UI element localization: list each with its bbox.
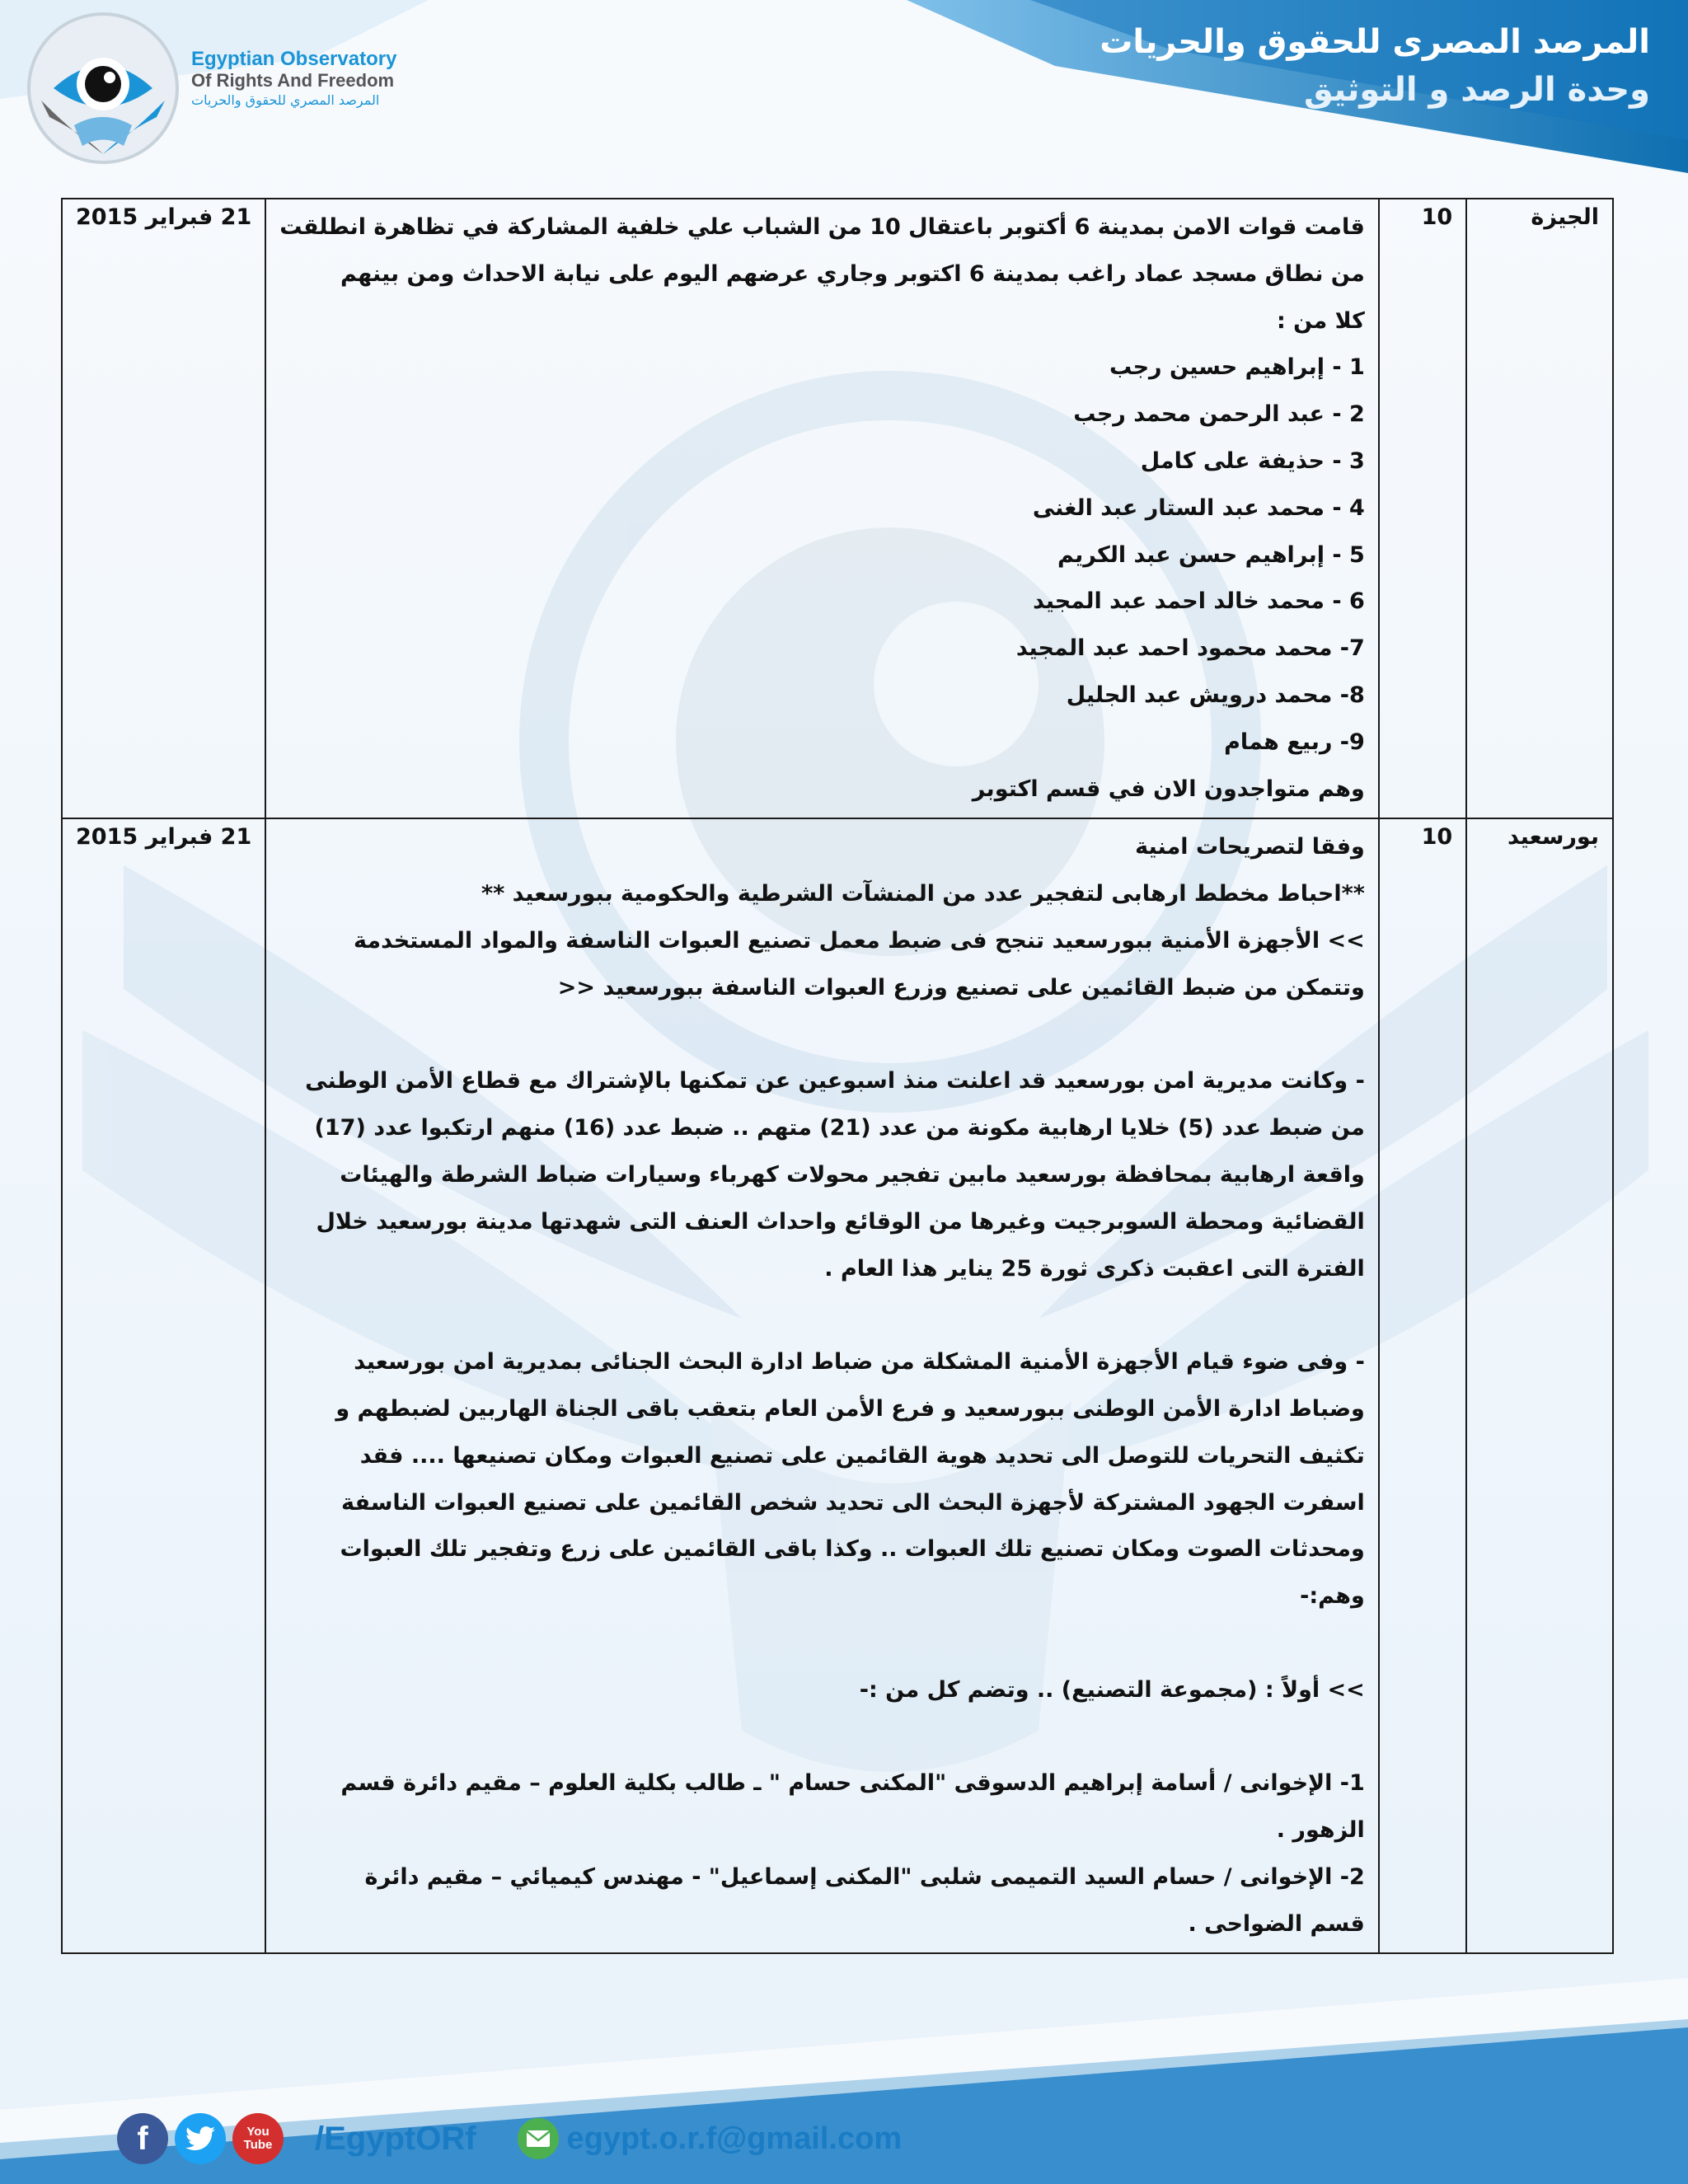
facebook-glyph: f: [137, 2120, 148, 2157]
facebook-icon[interactable]: [117, 2113, 168, 2164]
detail-line: 2 - عبد الرحمن محمد رجب: [1073, 401, 1365, 428]
youtube-label-top: You: [246, 2125, 270, 2139]
detail-line: وهم متواجدون الان في قسم اكتوبر: [972, 776, 1365, 802]
detail-line: اسفرت الجهود المشتركة لأجهزة البحث الى تحديد شخص القائمين على تصنيع العبوات الناسفة: [341, 1489, 1365, 1516]
cell-count: 10: [1379, 199, 1466, 818]
twitter-icon[interactable]: [175, 2113, 226, 2164]
detail-line: >> الأجهزة الأمنية ببورسعيد تنجح فى ضبط معمل تصنيع العبوات الناسفة والمواد المستخدمة: [354, 927, 1365, 954]
cell-governorate: بورسعيد: [1466, 818, 1613, 1953]
footer: [117, 2111, 902, 2166]
cell-date: 21 فبراير 2015: [62, 199, 265, 818]
detail-line: وتتمكن من ضبط القائمين على تصنيع وزرع العبوات الناسفة ببورسعيد <<: [557, 974, 1365, 1001]
detail-line: >> أولاً : (مجموعة التصنيع) .. وتضم كل من :-: [859, 1676, 1365, 1703]
detail-line: 2- الإخوانى / حسام السيد التميمى شلبى "المكنى إسماعيل" - مهندس كيميائي – مقيم دائرة: [364, 1863, 1365, 1890]
cell-details: [265, 199, 1379, 818]
detail-line: 7- محمد محمود احمد عبد المجيد: [1015, 635, 1365, 662]
organization-logo: [25, 10, 181, 166]
cell-count: 10: [1379, 818, 1466, 1953]
detail-line: القضائية ومحطة السوبرجيت وغيرها من الوقائع واحداث العنف التى شهدتها مدينة بورسعيد خلال: [316, 1208, 1365, 1235]
logo-name-en-1: Egyptian Observatory: [191, 48, 397, 70]
detail-line: 9- ربيع همام: [1224, 729, 1365, 755]
detail-line: 4 - محمد عبد الستار عبد الغنى: [1032, 494, 1365, 521]
logo-text: [191, 48, 396, 110]
detail-line: 3 - حذيفة على كامل: [1140, 448, 1365, 474]
page-header: [1100, 18, 1650, 114]
detail-line: ومحدثات الصوت ومكان تصنيع تلك العبوات .. وكذا باقى القائمين على زرع وتفجير تلك العبوات: [340, 1536, 1365, 1563]
youtube-label-bottom: Tube: [243, 2138, 273, 2152]
detail-line: 6 - محمد خالد احمد عبد المجيد: [1033, 588, 1365, 615]
detail-line: 5 - إبراهيم حسن عبد الكريم: [1057, 541, 1365, 568]
logo-name-en-2: Of Rights And Freedom: [191, 70, 395, 91]
logo-name-ar: المرصد المصري للحقوق والحريات: [191, 92, 380, 108]
envelope-glyph: [526, 2130, 551, 2148]
email-icon: [518, 2118, 559, 2159]
detail-line: قامت قوات الامن بمدينة 6 أكتوبر باعتقال 10 من الشباب علي خلفية المشاركة في تظاهرة انطلقت: [279, 214, 1365, 240]
detail-line: واقعة ارهابية بمحافظة بورسعيد مابين تفجير محولات كهرباء وسيارات ضباط الشرطة والهيئات: [340, 1161, 1365, 1188]
detail-line: وضباط ادارة الأمن الوطنى ببورسعيد و فرع الأمن العام بتعقب باقى الجناة الهاربين لضبطهم و: [335, 1395, 1365, 1422]
detail-line: **احباط مخطط ارهابى لتفجير عدد من المنشآت الشرطية والحكومية ببورسعيد **: [481, 881, 1365, 907]
page-title: المرصد المصرى للحقوق والحريات: [1100, 23, 1650, 61]
table-row: [62, 199, 1613, 818]
detail-line: قسم الضواحى .: [1188, 1910, 1365, 1937]
detail-spacer: [279, 1292, 1365, 1339]
detail-line: الزهور .: [1276, 1817, 1365, 1844]
page-subtitle: وحدة الرصد و التوثيق: [1304, 71, 1650, 109]
detail-spacer: [279, 1714, 1365, 1761]
detail-line: من ضبط عدد (5) خلايا ارهابية مكونة من عدد (21) متهم .. ضبط عدد (16) منهم ارتكبوا عدد (17): [314, 1115, 1365, 1141]
email-address[interactable]: egypt.o.r.f@gmail.com: [566, 2121, 903, 2156]
cell-date: 21 فبراير 2015: [62, 818, 265, 1953]
detail-spacer: [279, 1620, 1365, 1667]
detail-line: 8- محمد درويش عبد الجليل: [1066, 682, 1365, 708]
twitter-bird: [185, 2126, 215, 2151]
records-table: [61, 198, 1614, 1954]
cell-governorate: الجيزة: [1466, 199, 1613, 818]
records-body: [62, 199, 1613, 1953]
detail-line: وهم:-: [1300, 1583, 1365, 1610]
detail-line: 1- الإخوانى / أسامة إبراهيم الدسوقى "المكنى حسام " ـ طالب بكلية العلوم – مقيم دائرة قسم: [340, 1770, 1365, 1797]
detail-spacer: [279, 1012, 1365, 1059]
detail-line: - وفى ضوء قيام الأجهزة الأمنية المشكلة من ضباط ادارة البحث الجنائى بمديرية امن بورسعيد: [354, 1349, 1365, 1376]
detail-line: من نطاق مسجد عماد راغب بمدينة 6 اكتوبر وجاري عرضهم اليوم على نيابة الاحداث ومن بينهم: [340, 260, 1365, 287]
detail-line: 1 - إبراهيم حسين رجب: [1109, 354, 1365, 381]
detail-line: تكثيف التحريات للتوصل الى تحديد هوية القائمين على تصنيع العبوات ومكان تصنيعها .... فقد: [359, 1442, 1365, 1469]
detail-line: - وكانت مديرية امن بورسعيد قد اعلنت منذ اسبوعين عن تمكنها بالإشتراك مع قطاع الأمن الوطنى: [305, 1068, 1365, 1094]
cell-details: [265, 818, 1379, 1953]
detail-line: وفقا لتصريحات امنية: [1135, 834, 1365, 860]
detail-line: كلا من :: [1276, 307, 1365, 334]
youtube-icon[interactable]: [232, 2113, 284, 2164]
table-row: [62, 818, 1613, 1953]
social-handle[interactable]: /EgyptORf: [315, 2120, 476, 2157]
detail-line: الفترة التى اعقبت ذكرى ثورة 25 يناير هذا العام .: [824, 1255, 1365, 1282]
